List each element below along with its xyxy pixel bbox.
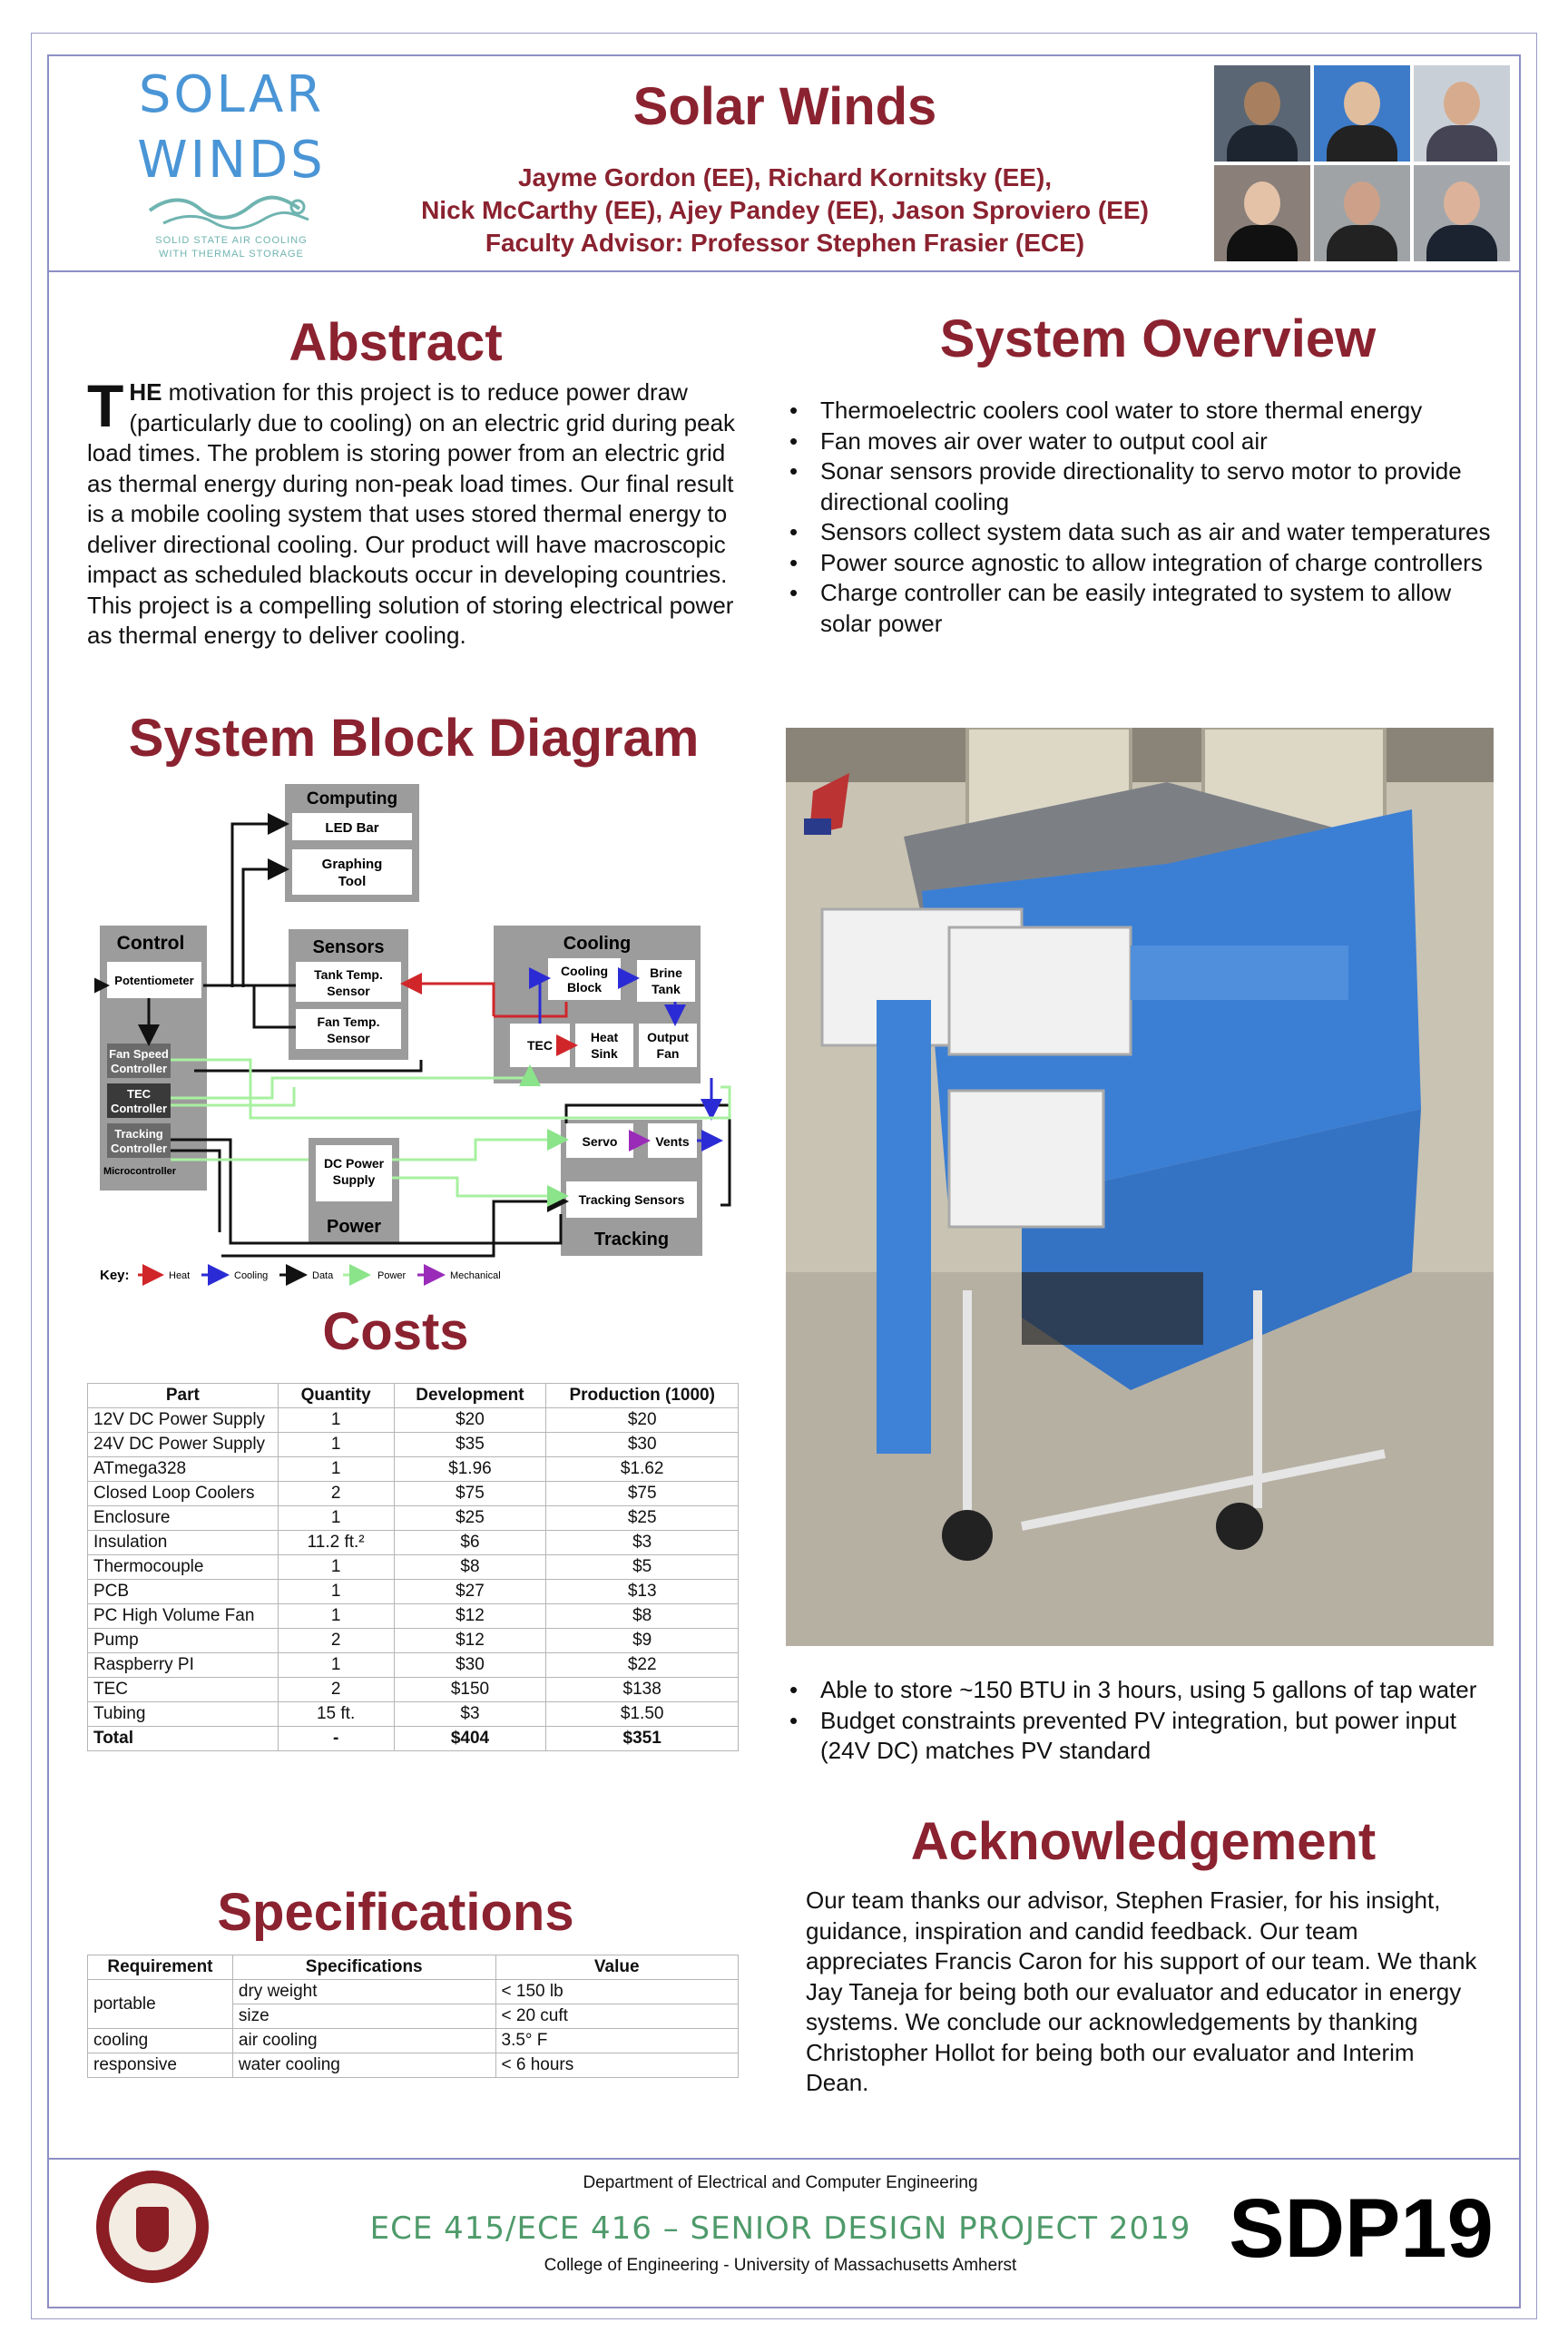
table-total-row [88,1727,739,1751]
table-cell: air cooling [232,2029,495,2053]
table-cell: $12 [394,1604,546,1629]
cooling-block-label-2: Block [566,980,603,995]
key-mechanical: Mechanical [450,1270,501,1281]
table-cell: dry weight [232,1980,495,2004]
table-cell: $138 [546,1678,739,1702]
header-divider [47,270,1521,272]
sdp-label: SDP19 [1229,2182,1494,2275]
table-cell: 1 [278,1506,394,1531]
tec-controller-label-2: Controller [110,1102,168,1115]
logo-line-solar: SOLAR [138,65,325,124]
authors-block [363,162,1207,260]
department-line: Department of Electrical and Computer Engineering [583,2173,978,2192]
table-cell: 1 [278,1653,394,1678]
table-cell: $5 [546,1555,739,1580]
vents-label: Vents [655,1134,690,1149]
table-cell: $22 [546,1653,739,1678]
table-cell: 1 [278,1433,394,1457]
footer-divider [47,2158,1521,2160]
abstract-body: motivation for this project is to reduce power draw (particularly due to cooling) on an electric grid during peak load times. The problem is storing power from an electric grid as thermal energy during non-peak load times. Our final result is a mobile cooling system that uses stored thermal energy to deliver directional cooling. Our product will have macroscopic impact as scheduled blackouts occur in developing countries. This project is a compelling solution of storing electrical power as thermal energy to deliver cooling. [87,378,736,649]
table-row [88,1604,739,1629]
abstract-lead: HE [129,378,162,406]
table-row [88,1555,739,1580]
table-cell: < 150 lb [495,1980,738,2004]
table-cell: $1.96 [394,1457,546,1482]
table-cell: $8 [394,1555,546,1580]
table-cell: Closed Loop Coolers [88,1482,279,1506]
table-row [88,1629,739,1653]
list-item: • Power source agnostic to allow integration of charge controllers [786,548,1494,579]
list-item: • Sonar sensors provide directionality to servo motor to provide directional cooling [786,456,1494,517]
acknowledgement-text: Our team thanks our advisor, Stephen Frasier, for his insight, guidance, inspiration and candid feedback. Our team appreciates Francis Caron for his support of our team. We thank Jay Taneja for being both our evaluator and educator in energy systems. We conclude our acknowledgements by thanking Christopher Hollot for being both our evaluator and Interim Dean. [806,1886,1477,2096]
list-item: • Able to store ~150 BTU in 3 hours, using 5 gallons of tap water [786,1675,1494,1706]
table-cell: $25 [546,1506,739,1531]
table-cell: 1 [278,1555,394,1580]
tank-temp-label: Tank Temp. [314,967,383,982]
table-cell: Total [88,1727,279,1751]
table-row [88,2029,739,2053]
table-cell: $20 [546,1408,739,1433]
authors-line-1: Jayme Gordon (EE), Richard Kornitsky (EE), [517,163,1053,191]
tracking-controller-label: Tracking [114,1127,163,1141]
table-cell: PCB [88,1580,279,1604]
table-row [88,2053,739,2078]
output-label: Output [647,1030,689,1044]
table-cell: portable [88,1980,233,2029]
table-cell: $1.50 [546,1702,739,1727]
table-cell: responsive [88,2053,233,2078]
key-power: Power [377,1270,407,1281]
costs-heading: Costs [322,1302,469,1361]
course-line: ECE 415/ECE 416 – SENIOR DESIGN PROJECT 2019 [369,2210,1191,2247]
fan-temp-label: Fan Temp. [317,1014,380,1029]
table-cell: < 20 cuft [495,2004,738,2029]
key-data: Data [312,1270,334,1281]
table-cell: size [232,2004,495,2029]
table-cell: $12 [394,1629,546,1653]
table-cell: 11.2 ft.² [278,1531,394,1555]
table-cell: Tubing [88,1702,279,1727]
brine-label: Brine [650,965,682,980]
table-row [88,1457,739,1482]
column-header: Development [394,1384,546,1408]
table-row [88,1580,739,1604]
servo-label: Servo [582,1134,618,1149]
wave-icon [145,192,318,232]
table-cell: $3 [394,1702,546,1727]
table-row [88,1980,739,2004]
table-cell: $20 [394,1408,546,1433]
table-row [88,1482,739,1506]
cooling-label: Cooling [563,934,632,954]
table-header-row [88,1955,739,1980]
table-cell: ATmega328 [88,1457,279,1482]
column-header: Specifications [232,1955,495,1980]
seal-figure [136,2207,169,2252]
tracking-sensors-label: Tracking Sensors [578,1192,685,1207]
team-photo [1214,165,1310,261]
tec-controller-label: TEC [127,1087,151,1101]
team-photo [1414,65,1510,162]
table-row [88,1678,739,1702]
table-cell: $13 [546,1580,739,1604]
table-cell: 24V DC Power Supply [88,1433,279,1457]
table-cell: $351 [546,1727,739,1751]
table-cell: $404 [394,1727,546,1751]
table-cell: TEC [88,1678,279,1702]
table-cell: 2 [278,1629,394,1653]
list-item: • Thermoelectric coolers cool water to store thermal energy [786,396,1494,426]
team-photo [1214,65,1310,162]
table-row [88,1531,739,1555]
table-cell: 2 [278,1678,394,1702]
logo-tagline-1: SOLID STATE AIR COOLING [155,235,308,246]
table-cell: $150 [394,1678,546,1702]
table-cell: Thermocouple [88,1555,279,1580]
table-cell: PC High Volume Fan [88,1604,279,1629]
abstract-heading: Abstract [289,313,503,372]
table-cell: cooling [88,2029,233,2053]
abstract-text [87,372,740,652]
fan-sensor-label: Sensor [327,1031,370,1045]
seal-inner [109,2183,196,2270]
table-cell: $6 [394,1531,546,1555]
table-cell: $35 [394,1433,546,1457]
specifications-heading: Specifications [217,1883,574,1942]
tec-label: TEC [527,1038,553,1053]
faculty-advisor: Faculty Advisor: Professor Stephen Frasier (ECE) [485,229,1085,257]
sink-label: Sink [591,1046,618,1061]
table-cell: - [278,1727,394,1751]
fan-speed-label: Fan Speed [109,1047,169,1061]
table-cell: 2 [278,1482,394,1506]
table-row [88,1408,739,1433]
table-cell: $27 [394,1580,546,1604]
costs-table [87,1383,739,1751]
table-cell: $1.62 [546,1457,739,1482]
table-row [88,1653,739,1678]
list-item: • Budget constraints prevented PV integration, but power input (24V DC) matches PV standard [786,1706,1494,1767]
table-cell: $3 [546,1531,739,1555]
potentiometer-label: Potentiometer [114,974,194,987]
list-item: • Charge controller can be easily integrated to system to allow solar power [786,578,1494,639]
table-cell: Raspberry PI [88,1653,279,1678]
umass-seal [96,2171,209,2283]
column-header: Quantity [278,1384,394,1408]
table-cell: $9 [546,1629,739,1653]
table-cell: water cooling [232,2053,495,2078]
table-cell: 1 [278,1408,394,1433]
table-cell: $75 [394,1482,546,1506]
heat-label: Heat [590,1030,619,1044]
column-header: Requirement [88,1955,233,1980]
cart-illustration [786,728,1494,1646]
table-cell: 12V DC Power Supply [88,1408,279,1433]
microcontroller-label: Microcontroller [103,1166,177,1177]
table-cell: 1 [278,1604,394,1629]
logo-tagline [127,234,336,261]
table-row [88,1702,739,1727]
table-row [88,1506,739,1531]
table-cell: 15 ft. [278,1702,394,1727]
table-header-row [88,1384,739,1408]
cooling-block-label: Cooling [560,964,609,978]
graphing-label: Graphing [321,857,383,872]
table-cell: $30 [546,1433,739,1457]
table-cell: $25 [394,1506,546,1531]
control-label: Control [116,933,185,954]
solar-winds-logo [127,65,336,265]
fan-speed-label-2: Controller [110,1062,168,1075]
prototype-photo [786,728,1494,1646]
specifications-table [87,1955,739,2078]
college-line: College of Engineering - University of Massachusetts Amherst [544,2256,1017,2275]
column-header: Value [495,1955,738,1980]
tool-label: Tool [338,874,367,889]
table-cell: $8 [546,1604,739,1629]
team-photo [1314,165,1410,261]
logo-line-winds: WINDS [137,131,326,190]
team-photo [1314,65,1410,162]
team-photos [1214,65,1508,261]
led-bar-label: LED Bar [325,820,379,836]
key-cooling: Cooling [234,1270,269,1281]
key-heat: Heat [169,1270,191,1281]
power-label: Power [326,1217,382,1237]
block-diagram-heading: System Block Diagram [128,709,700,768]
table-cell: $75 [546,1482,739,1506]
table-cell: < 6 hours [495,2053,738,2078]
poster-title: Solar Winds [632,77,937,136]
table-cell: 1 [278,1457,394,1482]
logo-tagline-2: WITH THERMAL STORAGE [159,249,304,260]
table-cell: Insulation [88,1531,279,1555]
results-bullets [786,1675,1494,1767]
key-label: Key: [100,1268,130,1283]
tank-sensor-label: Sensor [327,984,370,998]
overview-heading: System Overview [939,309,1377,368]
abstract-dropcap: T [87,372,124,439]
tracking-controller-label-2: Controller [110,1142,168,1155]
fan-label: Fan [656,1046,680,1061]
sensors-label: Sensors [312,937,385,957]
team-photo [1414,165,1510,261]
dc-power-label: DC Power [323,1156,385,1171]
system-block-diagram [94,779,748,1287]
acknowledgement-heading: Acknowledgement [910,1812,1377,1871]
authors-line-2: Nick McCarthy (EE), Ajey Pandey (EE), Jason Sproviero (EE) [421,196,1149,224]
table-cell: Pump [88,1629,279,1653]
column-header: Production (1000) [546,1384,739,1408]
column-header: Part [88,1384,279,1408]
table-cell: 1 [278,1580,394,1604]
list-item: • Sensors collect system data such as air and water temperatures [786,517,1494,548]
tracking-label: Tracking [593,1230,670,1250]
computing-label: Computing [306,789,398,808]
table-cell: 3.5° F [495,2029,738,2053]
list-item: • Fan moves air over water to output cool air [786,426,1494,457]
overview-bullets [786,396,1494,639]
table-row [88,1433,739,1457]
tank-label: Tank [652,982,681,996]
table-cell: Enclosure [88,1506,279,1531]
supply-label: Supply [332,1172,376,1187]
diagram-key [100,1268,501,1283]
table-cell: $30 [394,1653,546,1678]
